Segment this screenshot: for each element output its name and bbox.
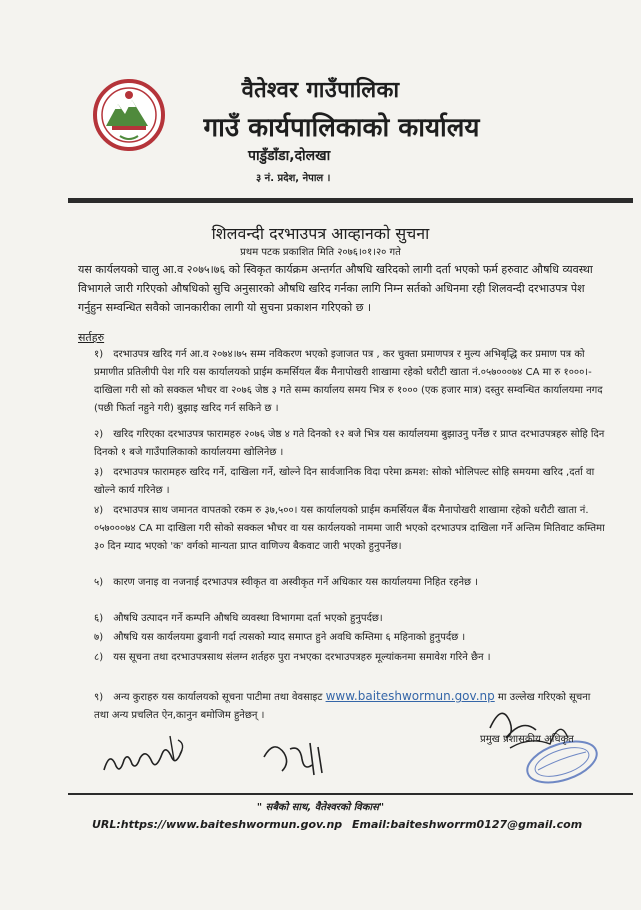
notice-title: शिलवन्दी दरभाउपत्र आव्हानको सुचना (211, 224, 430, 243)
province-line: ३ नं. प्रदेश, नेपाल । (256, 173, 331, 184)
header-divider (68, 198, 633, 203)
office-address: पाडुँडाँडा,दोलखा (248, 148, 331, 164)
condition-item (94, 629, 606, 647)
item-text: खरिद गरिएका दरभाउपत्र फारामहरु २०७६ जेष्ठ ४ गते दिनको १२ बजे भित्र यस कार्यालयमा बुझाउनु पर्नेछ र प्राप्त दरभाउपत्रहरु सोहि दिन दिनको १ बजे गाउँपालिकाको कार्यालयमा खोलिनेछ । (94, 429, 605, 458)
item-number: ८) (94, 652, 104, 663)
item-text: औषधि यस कार्यलयमा ढुवानी गर्दा त्यसको म्याद समाप्त हुने अवधि कम्तिमा ६ महिनाको हुनुपर्दछ । (113, 632, 466, 643)
item-number: ४) (94, 505, 104, 516)
item-number: ७) (94, 632, 104, 643)
footer-slogan: " सबैको साथ, वैतेश्वरको विकास" (256, 802, 385, 813)
item-text: दरभाउपत्र फारामहरु खरिद गर्ने, दाखिला गर्ने, खोल्ने दिन सार्वजानिक विदा परेमा क्रमश: सोको भोलिपल्ट सोहि समयमा खरिद ,दर्ता वा खोल्ने कार्य गरिनेछ । (94, 467, 595, 496)
municipality-name: वैतेश्वर गाउँपालिका (241, 78, 400, 103)
item-text: दरभाउपत्र खरिद गर्न आ.व २०७४।७५ सम्म नविकरण भएको इजाजत पत्र , कर चुक्ता प्रमाणपत्र र मुल्य अभिबृद्धि कर प्रमाण पत्र को प्रमाणीत प्रतिलीपी पेश गरि यस कार्यालयको प्राईम कमर्सियल बैंक मैनापोखरी शाखामा रहेको धरौटी खाता नं.०५७०००७४ CA मा रु १०००।- दाखिला गरी सो को सक्कल भौचर वा २०७६ जेष्ठ ३ गते सम्म कार्यालय समय भित्र रु १००० (एक हजार मात्र) दस्तुर सम्वन्धित कार्यालयमा नगद (पछी फिर्ता नहुने गरी) बुझाइ खरिद गर्न सकिने छ । (94, 349, 603, 414)
footer-email[interactable]: Email:baiteshworrm0127@gmail.com (352, 818, 583, 831)
item-text-after: मा उल्लेख गरिएको सूचना तथा अन्य प्रचलित ऐन,कानुन बमोजिम हुनेछन् । (94, 692, 591, 721)
item-number: १) (94, 349, 104, 360)
item-number: ३) (94, 467, 104, 478)
condition-item (94, 574, 606, 592)
item-number: ९) (94, 692, 104, 703)
office-name: गाउँ कार्यपालिकाको कार्यालय (203, 113, 480, 143)
notice-intro: यस कार्यलयको चालु आ.व २०७५।७६ को स्विकृत कार्यक्रम अन्तर्गत औषधि खरिदको लागी दर्ता भएको फर्म हरुवाट औषधि व्यवस्था विभागले जारी गरिएको औषधिको सुचि अनुसारको औषधि खरिद गर्नका लागि निम्न सर्तको अधिनमा रही शिलवन्दी दरभाउपत्र पेश गर्नुहुन सम्वन्धित सवैको जानकारीका लागी यो सुचना प्रकाशन गरिएको छ । (78, 263, 593, 314)
signature-left (100, 730, 196, 782)
website-link[interactable]: www.baiteshwormun.gov.np (325, 689, 495, 703)
item-text: कारण जनाइ वा नजनाई दरभाउपत्र स्वीकृत वा अस्वीकृत गर्ने अधिकार यस कार्यालयमा निहित रहनेछ । (113, 577, 479, 588)
item-text: दरभाउपत्र साथ जमानत वापतको रकम रु ३७,५००। यस कार्यालयको प्राईम कमर्सियल बैंक मैनापोखरी शाखामा रहेको धरौटी खाता नं. ०५७०००७४ CA मा दाखिला गरी सोको सक्कल भौचर वा यस कार्यलयको नाममा जारी भएको दरभाउपत्र दाखिला गर्ने अन्तिम मितिवाट कम्तिमा ३० दिन म्याद भएको 'क' वर्गको मान्यता प्राप्त वाणिज्य बैकवाट जारी भएको हुनुपर्नेछ। (94, 505, 605, 552)
item-text: यस सूचना तथा दरभाउपत्रसाथ संलग्न शर्तहरु पुरा नभएका दरभाउपत्रहरु मूल्यांकनमा समावेश गरिने छैन । (113, 652, 491, 663)
item-number: २) (94, 429, 104, 440)
item-number: ६) (94, 613, 104, 624)
condition-item (94, 464, 606, 500)
signature-middle (260, 735, 330, 781)
condition-item (94, 346, 606, 418)
signatory-title: प्रमुख प्रशासकीय अधिकृत (480, 734, 574, 745)
condition-item (94, 610, 606, 628)
condition-item (94, 502, 606, 556)
item-text-before: अन्य कुराहरु यस कार्यालयको सूचना पाटीमा तथा वेवसाइट (113, 692, 323, 703)
condition-item (94, 649, 606, 667)
condition-item (94, 426, 606, 462)
conditions-heading: सर्तहरु (78, 331, 105, 344)
footer-divider (68, 793, 633, 795)
publication-date: प्रथम पटक प्रकाशित मिति २०७६।०१।२० गते (240, 247, 401, 258)
footer-url[interactable]: URL:https://www.baiteshwormun.gov.np (92, 818, 343, 831)
item-text: औषधि उत्पादन गर्ने कम्पनि औषधि व्यवस्था विभागमा दर्ता भएको हुनुपर्दछ। (113, 613, 383, 624)
item-number: ५) (94, 577, 104, 588)
